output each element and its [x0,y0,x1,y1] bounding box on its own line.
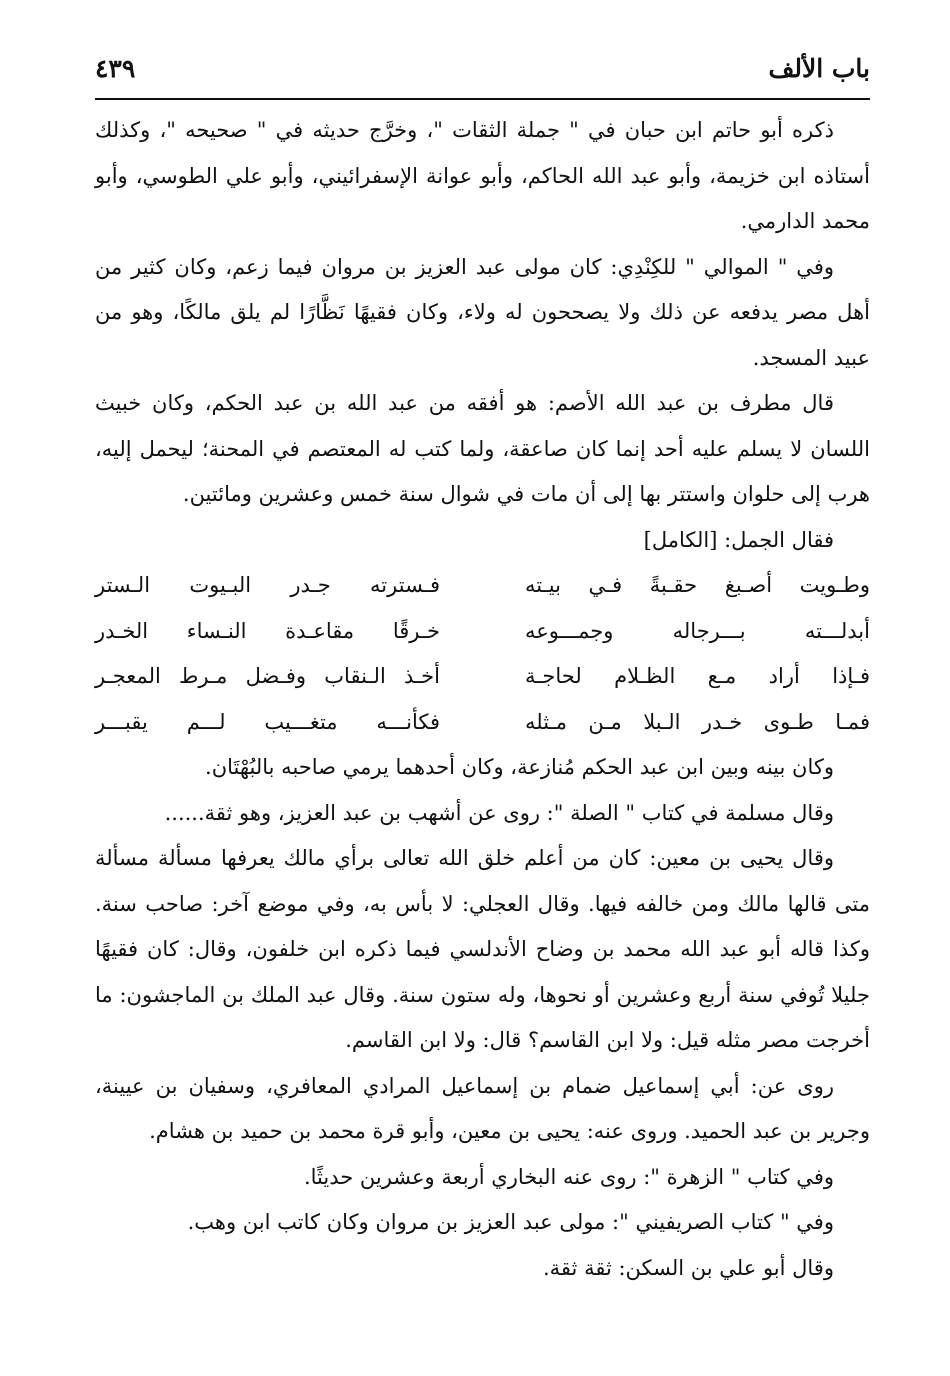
page-body [95,108,870,1291]
verse-first-hemistich: أبدلـــته بـــرجاله وجمـــوعه [525,618,870,643]
paragraph-yahya-ibn-main: وقال يحيى بن معين: كان من أعلم خلق الله تعالى برأي مالك يعرفها مسألة مسألة متى قالها مالك ومن خالفه فيها. وقال العجلي: لا بأس به، وفي موضع آخر: صاحب سنة. وكذا قاله أبو عبد الله محمد بن وضاح الأندلسي فيما ذكره ابن خلفون، وقال: كان فقيهًا جليلا تُوفي سنة أربع وعشرين أو نحوها، وله ستون سنة. وقال عبد الملك بن الماجشون: ما أخرجت مصر مثله قيل: ولا ابن القاسم؟ قال: ولا ابن القاسم. [95,846,870,1052]
paragraph-zahra: وفي كتاب " الزهرة ": روى عنه البخاري أربعة وعشرين حديثًا. [303,1164,834,1189]
verse-first-hemistich: وطـويت أصـبغ حقـبةً فـي بيـته [525,573,870,597]
poem-verse [95,700,870,746]
paragraph-dispute: وكان بينه وبين ابن عبد الحكم مُنازعة، وكان أحدهما يرمي صاحبه بالبُهْتَان. [205,755,834,779]
verse-second-hemistich: أخـذ الـنقاب وفـضل مـرط المعجـر [95,664,440,688]
paragraph-mutarrif: قال مطرف بن عبد الله الأصم: هو أفقه من عبد الله بن عبد الحكم، وكان خبيث اللسان لا يسلم عليه أحد إنما كان صاعقة، ولما كتب له المعتصم في المحنة؛ ليحمل إليه، هرب إلى حلوان واستتر بها إلى أن مات في شوال سنة خمس وعشرين ومائتين. [95,391,870,506]
poem [95,563,870,745]
paragraph-sarifini: وفي " كتاب الصريفيني ": مولى عبد العزيز بن مروان وكان كاتب ابن وهب. [187,1210,834,1234]
poem-intro: فقال الجمل: [الكامل] [643,527,834,552]
paragraph-maslama: وقال مسلمة في كتاب " الصلة ": روى عن أشهب بن عبد العزيز، وهو ثقة...... [164,800,834,825]
verse-second-hemistich: فـسترته جـدر البـيوت الـستر [95,573,440,597]
verse-second-hemistich: فكأنـــه متغـــيب لـــم يقبـــر [95,709,440,734]
poem-verse [95,563,870,609]
verse-first-hemistich: فمـا طـوى خـدر الـبلا مـن مـثله [525,709,870,734]
poem-verse [95,609,870,655]
verse-first-hemistich: فـإذا أراد مـع الظـلام لحاجـة [525,664,870,688]
paragraph-ibn-hibban: ذكره أبو حاتم ابن حبان في " جملة الثقات "، وخرَّج حديثه في " صحيحه "، وكذلك أستاذه ابن خزيمة، وأبو عبد الله الحاكم، وأبو عوانة الإسفرائيني، وأبو علي الطوسي، وأبو محمد الدارمي. [95,118,870,233]
paragraph-ibn-sakan: وقال أبو علي بن السكن: ثقة ثقة. [543,1255,834,1280]
verse-second-hemistich: خـرقًا مقاعـدة النـساء الخـدر [95,618,440,643]
page-header [95,54,870,100]
page-number: ٤٣٩ [95,54,136,83]
paragraph-narrated-from: روى عن: أبي إسماعيل ضمام بن إسماعيل المرادي المعافري، وسفيان بن عيينة، وجرير بن عبد الحميد. وروى عنه: يحيى بن معين، وأبو قرة محمد بن حميد بن هشام. [95,1073,870,1143]
chapter-title: باب الألف [768,54,870,83]
paragraph-mawali: وفي " الموالي " للكِنْدِي: كان مولى عبد العزيز بن مروان فيما زعم، وكان كثير من أهل مصر يدفعه عن ذلك ولا يصححون له ولاء، وكان فقيهًا نَظَّارًا لم يلق مالكًا، وهو من عبيد المسجد. [95,254,870,370]
poem-verse [95,654,870,700]
